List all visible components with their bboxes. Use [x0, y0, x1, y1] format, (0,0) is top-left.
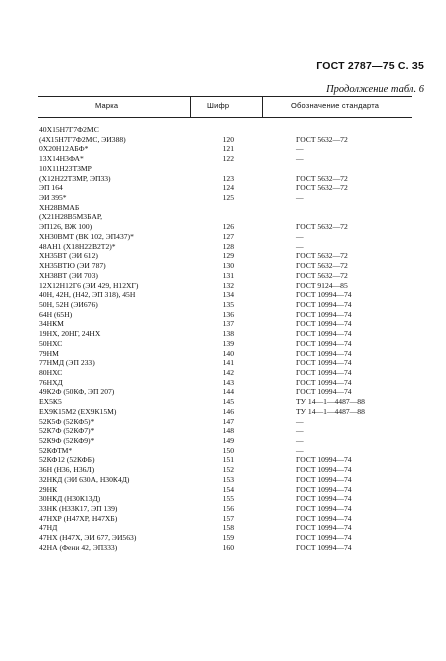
- grade-cell: (Х12Н22Т3МР, ЭП33): [39, 173, 111, 183]
- table-row: [38, 164, 412, 174]
- standard-cell: ТУ 14—1—4487—88: [296, 406, 365, 416]
- grade-cell: 0Х20Н12АБФ*: [39, 144, 89, 154]
- standard-cell: ГОСТ 10994—74: [296, 513, 352, 523]
- table-row: [38, 144, 412, 154]
- table-row: [38, 349, 412, 359]
- grade-cell: 47НД: [39, 523, 58, 533]
- code-cell: 127: [222, 231, 234, 241]
- grade-cell: 10Х11Н23Т3МР: [39, 163, 92, 173]
- code-cell: 154: [222, 484, 234, 494]
- code-cell: 152: [222, 465, 234, 475]
- code-cell: 144: [222, 387, 234, 397]
- grade-cell: 52КФ12 (52КФБ): [39, 455, 95, 465]
- grade-cell: 50Н, 52Н (ЭИ676): [39, 299, 98, 309]
- code-cell: 155: [222, 494, 234, 504]
- grade-cell: ЭИ 395*: [39, 193, 67, 203]
- code-cell: 138: [222, 329, 234, 339]
- standard-cell: —: [296, 436, 304, 445]
- grade-cell: 33НК (Н33К17, ЭП 139): [39, 504, 118, 514]
- table-row: [38, 300, 412, 310]
- table-row: [38, 455, 412, 465]
- grade-cell: ЭП 164: [39, 183, 63, 193]
- table-row: [38, 446, 412, 456]
- grade-cell: 48АН1 (Х18Н22В2Т2)*: [39, 241, 116, 251]
- table-row: [38, 436, 412, 446]
- table-row: [38, 368, 412, 378]
- code-cell: 160: [222, 542, 234, 552]
- table-top-rule: [38, 96, 412, 97]
- table-row: [38, 183, 412, 193]
- table-row: [38, 232, 412, 242]
- code-cell: 129: [222, 251, 234, 261]
- code-cell: 156: [222, 504, 234, 514]
- grade-cell: ХН38ВТ (ЭИ 703): [39, 270, 98, 280]
- grade-cell: 47НХР (Н47ХР, Н47ХБ): [39, 513, 118, 523]
- standard-cell: ГОСТ 10994—74: [296, 494, 352, 504]
- standard-cell: —: [296, 426, 304, 436]
- code-cell: 131: [222, 270, 234, 280]
- table-row: [38, 494, 412, 504]
- code-cell: 159: [222, 533, 234, 543]
- code-cell: 146: [222, 406, 234, 416]
- standard-cell: ГОСТ 10994—74: [296, 319, 352, 329]
- table-row: [38, 193, 412, 203]
- standard-cell: ГОСТ 5632—72: [296, 261, 348, 271]
- grade-cell: 32НКД (ЭИ 630А, Н30К4Д): [39, 474, 130, 484]
- table-row: [38, 222, 412, 232]
- code-cell: 151: [222, 455, 234, 465]
- standard-cell: ГОСТ 10994—74: [296, 504, 352, 514]
- table-row: [38, 174, 412, 184]
- code-cell: 139: [222, 338, 234, 348]
- standard-cell: —: [296, 231, 304, 241]
- table-header-rule: [38, 117, 412, 118]
- table-row: [38, 339, 412, 349]
- standard-cell: ГОСТ 10994—74: [296, 377, 352, 387]
- standard-cell: ГОСТ 10994—74: [296, 484, 352, 494]
- table-row: [38, 475, 412, 485]
- grade-cell: 12Х12Н12Г6 (ЭИ 429, Н12ХГ): [39, 280, 139, 290]
- table-row: [38, 203, 412, 213]
- standard-cell: ГОСТ 5632—72: [296, 183, 348, 193]
- table-body: [38, 125, 412, 553]
- code-cell: 122: [222, 154, 234, 164]
- grade-cell: 77НМД (ЭП 233): [39, 358, 95, 368]
- grade-cell: 40Н, 42Н, (Н42, ЭП 318), 45Н: [39, 290, 136, 300]
- code-cell: 153: [222, 474, 234, 484]
- column-header-standard: Обозначение стандарта: [291, 101, 380, 110]
- grade-cell: 52К9Ф (52КФ9)*: [39, 436, 95, 445]
- table-row: [38, 543, 412, 553]
- grade-cell: 40Х15Н7Г7Ф2МС: [39, 125, 99, 134]
- table-continuation-caption: Продолжение табл. 6: [326, 84, 424, 95]
- column-header-grade: Марка: [95, 101, 119, 110]
- standard-cell: —: [296, 193, 304, 203]
- standard-cell: ГОСТ 5632—72: [296, 134, 348, 144]
- table-row: [38, 125, 412, 135]
- code-cell: 147: [222, 416, 234, 426]
- grade-cell: 42НА (Фени 42, ЭП333): [39, 542, 118, 552]
- code-cell: 149: [222, 436, 234, 445]
- standard-cell: ГОСТ 9124—85: [296, 280, 348, 290]
- table-row: [38, 465, 412, 475]
- standard-cell: ГОСТ 10994—74: [296, 367, 352, 377]
- standard-cell: ГОСТ 10994—74: [296, 358, 352, 368]
- header-divider-1: [190, 96, 191, 117]
- grade-cell: 34НКМ: [39, 319, 64, 329]
- page-header: ГОСТ 2787—75 С. 35: [316, 60, 424, 72]
- standard-cell: —: [296, 445, 304, 455]
- table-row: [38, 407, 412, 417]
- grade-cell: 64Н (65Н): [39, 309, 73, 319]
- standard-cell: ГОСТ 10994—74: [296, 455, 352, 465]
- grade-cell: ЭП126, ВЖ 100): [39, 222, 93, 232]
- grade-cell: 52К5Ф (52КФ5)*: [39, 416, 95, 426]
- grade-cell: 79НМ: [39, 348, 59, 358]
- code-cell: 143: [222, 377, 234, 387]
- table-row: [38, 397, 412, 407]
- standard-cell: —: [296, 144, 304, 154]
- table-row: [38, 135, 412, 145]
- table-row: [38, 358, 412, 368]
- code-cell: 120: [222, 134, 234, 144]
- standard-cell: ГОСТ 10994—74: [296, 465, 352, 475]
- table-row: [38, 271, 412, 281]
- standard-cell: ГОСТ 10994—74: [296, 338, 352, 348]
- standard-cell: ГОСТ 10994—74: [296, 329, 352, 339]
- standard-cell: ГОСТ 10994—74: [296, 523, 352, 533]
- code-cell: 128: [222, 241, 234, 251]
- standard-cell: ГОСТ 5632—72: [296, 222, 348, 232]
- standard-cell: ГОСТ 5632—72: [296, 270, 348, 280]
- table-row: [38, 504, 412, 514]
- standard-cell: ГОСТ 10994—74: [296, 387, 352, 397]
- grade-cell: ХН35ВТЮ (ЭИ 787): [39, 261, 106, 271]
- standard-cell: ТУ 14—1—4487—88: [296, 397, 365, 407]
- grade-cell: ЕХ5К5: [39, 397, 62, 407]
- code-cell: 142: [222, 367, 234, 377]
- table-row: [38, 261, 412, 271]
- grade-cell: 52К7Ф (52КФ7)*: [39, 426, 95, 436]
- standard-cell: ГОСТ 10994—74: [296, 542, 352, 552]
- standard-cell: ГОСТ 5632—72: [296, 251, 348, 261]
- table-row: [38, 154, 412, 164]
- grade-cell: 36Н (Н36, Н36Л): [39, 465, 95, 475]
- grade-cell: 13Х14Н3ФА*: [39, 154, 84, 164]
- standard-cell: ГОСТ 10994—74: [296, 290, 352, 300]
- code-cell: 124: [222, 183, 234, 193]
- table-row: [38, 242, 412, 252]
- standard-cell: —: [296, 416, 304, 426]
- standard-cell: ГОСТ 5632—72: [296, 173, 348, 183]
- code-cell: 123: [222, 173, 234, 183]
- grade-cell: 80НХС: [39, 367, 63, 377]
- grade-cell: (4Х15Н7Г7Ф2МС, ЭИ388): [39, 134, 126, 144]
- grade-cell: 29НК: [39, 484, 58, 494]
- header-divider-2: [262, 96, 263, 117]
- grade-cell: 30НКД (Н30К13Д): [39, 494, 101, 504]
- grade-cell: 49К2Ф (50КФ, ЭП 207): [39, 387, 115, 397]
- table-row: [38, 378, 412, 388]
- table-row: [38, 417, 412, 427]
- code-cell: 157: [222, 513, 234, 523]
- standard-cell: —: [296, 154, 304, 164]
- code-cell: 136: [222, 309, 234, 319]
- standard-cell: ГОСТ 10994—74: [296, 348, 352, 358]
- code-cell: 135: [222, 299, 234, 309]
- code-cell: 132: [222, 280, 234, 290]
- standard-cell: ГОСТ 10994—74: [296, 474, 352, 484]
- code-cell: 130: [222, 261, 234, 271]
- table-row: [38, 533, 412, 543]
- table-row: [38, 281, 412, 291]
- table-row: [38, 290, 412, 300]
- standard-cell: ГОСТ 10994—74: [296, 533, 352, 543]
- code-cell: 137: [222, 319, 234, 329]
- code-cell: 148: [222, 426, 234, 436]
- code-cell: 150: [222, 445, 234, 455]
- code-cell: 125: [222, 193, 234, 203]
- grade-cell: ХН28ВМАБ: [39, 202, 80, 212]
- code-cell: 158: [222, 523, 234, 533]
- code-cell: 140: [222, 348, 234, 358]
- table-row: [38, 514, 412, 524]
- table-row: [38, 387, 412, 397]
- grade-cell: (Х21Н28В5М3БАР,: [39, 212, 103, 222]
- grade-cell: 47НХ (Н47Х, ЭИ 677, ЭИ563): [39, 533, 137, 543]
- table-row: [38, 251, 412, 261]
- grade-cell: 76НХД: [39, 377, 63, 387]
- table-row: [38, 523, 412, 533]
- table-row: [38, 485, 412, 495]
- grade-cell: ЕХ9К15М2 (ЕХ9К15М): [39, 406, 117, 416]
- standard-cell: ГОСТ 10994—74: [296, 309, 352, 319]
- table-row: [38, 319, 412, 329]
- grade-cell: ХН35ВТ (ЭИ 612): [39, 251, 98, 261]
- grade-cell: 19НХ, 20НГ, 24НХ: [39, 329, 101, 339]
- code-cell: 134: [222, 290, 234, 300]
- table-row: [38, 329, 412, 339]
- standard-cell: ГОСТ 10994—74: [296, 299, 352, 309]
- standard-cell: —: [296, 241, 304, 251]
- grade-cell: ХН30ВМТ (ВК 102, ЭП437)*: [39, 231, 134, 241]
- table-row: [38, 212, 412, 222]
- table-row: [38, 426, 412, 436]
- grade-cell: 52КФТМ*: [39, 445, 73, 455]
- column-header-code: Шифр: [207, 101, 230, 110]
- table-row: [38, 310, 412, 320]
- code-cell: 145: [222, 397, 234, 407]
- code-cell: 121: [222, 144, 234, 154]
- code-cell: 126: [222, 222, 234, 232]
- grade-cell: 50НХС: [39, 338, 63, 348]
- code-cell: 141: [222, 358, 234, 368]
